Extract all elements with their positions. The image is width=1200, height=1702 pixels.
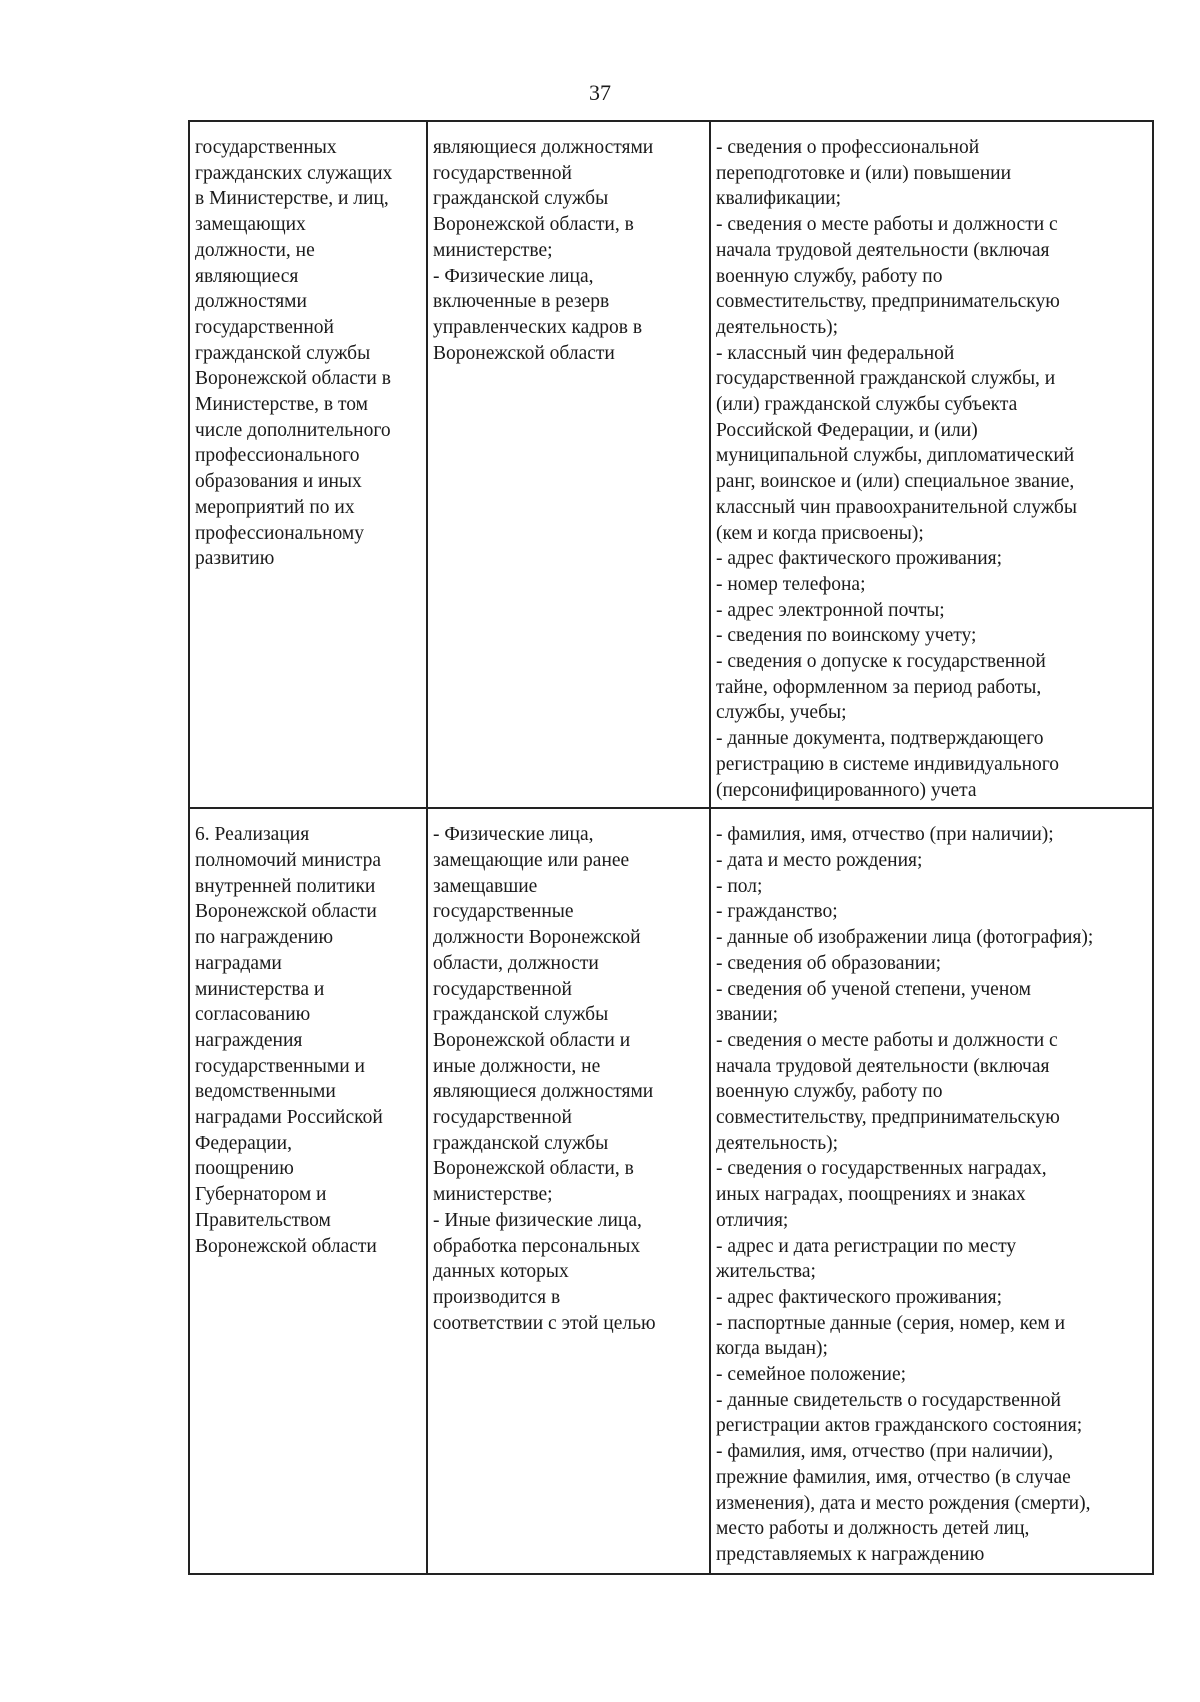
cell-text-line: (кем и когда присвоены); <box>716 522 924 544</box>
cell-text-line: иные должности, не <box>433 1055 601 1077</box>
cell-text-line: соответствии с этой целью <box>433 1312 656 1334</box>
cell-text-line: государственной гражданской службы, и <box>716 368 1056 390</box>
cell-text-line: согласованию <box>195 1004 311 1026</box>
cell-text-line: замещающие или ранее <box>433 849 630 871</box>
cell-text-line: Правительством <box>195 1209 331 1231</box>
cell-text-line: - классный чин федеральной <box>716 342 955 364</box>
cell-text-line: совместительству, предпринимательскую <box>716 291 1060 313</box>
cell-text-line: государственной <box>433 162 572 184</box>
cell-text-line: регистрации актов гражданского состояния; <box>716 1415 1083 1437</box>
cell-text-line: государственной <box>433 978 572 1000</box>
cell-text-line: данных которых <box>433 1261 569 1283</box>
data-list-cell <box>710 808 1153 1574</box>
cell-text-line: - Физические лица, <box>433 265 594 287</box>
cell-text-line: гражданской службы <box>195 342 371 364</box>
cell-text-line: министерстве; <box>433 239 553 261</box>
cell-text-line: - сведения по воинскому учету; <box>716 625 977 647</box>
page-number: 37 <box>589 80 611 105</box>
cell-text-line: классный чин правоохранительной службы <box>716 496 1077 518</box>
cell-text-line: государственной <box>433 1107 572 1129</box>
cell-text-line: Воронежской области <box>433 342 615 364</box>
purpose-cell <box>189 808 427 1574</box>
cell-text-line: (персонифицированного) учета <box>716 779 977 801</box>
cell-text-line: профессионального <box>195 445 360 467</box>
cell-text-line: по награждению <box>195 927 334 949</box>
cell-text-line: Федерации, <box>195 1132 292 1154</box>
cell-text-line: - сведения о месте работы и должности с <box>716 214 1058 236</box>
cell-text-line: - данные документа, подтверждающего <box>716 728 1044 750</box>
cell-text-line: являющиеся должностями <box>433 1081 654 1103</box>
cell-text-line: прежние фамилия, имя, отчество (в случае <box>716 1466 1071 1488</box>
cell-text-line: - сведения о допуске к государственной <box>716 651 1046 673</box>
cell-text-line: когда выдан); <box>716 1338 828 1360</box>
cell-text-line: Воронежской области, в <box>433 1158 634 1180</box>
cell-text-line: числе дополнительного <box>195 419 391 441</box>
cell-text-line: - Иные физические лица, <box>433 1209 642 1231</box>
cell-text-line: - пол; <box>716 875 763 897</box>
cell-text-line: развитию <box>195 548 275 570</box>
cell-text-line: деятельность); <box>716 316 838 338</box>
cell-text-line: Воронежской области и <box>433 1029 631 1051</box>
cell-text-line: Губернатором и <box>195 1184 327 1206</box>
cell-text-line: мероприятий по их <box>195 496 355 518</box>
cell-text-line: начала трудовой деятельности (включая <box>716 239 1050 261</box>
cell-text-line: Министерстве, в том <box>195 394 368 416</box>
data-table <box>188 120 1154 1575</box>
cell-text-line: наградами Российской <box>195 1107 383 1129</box>
cell-text-line: государственными и <box>195 1055 365 1077</box>
cell-text-line: жительства; <box>716 1261 816 1283</box>
cell-text-line: - адрес и дата регистрации по месту <box>716 1235 1017 1257</box>
cell-text-line: - адрес фактического проживания; <box>716 1286 1003 1308</box>
cell-text-line: Воронежской области <box>195 901 377 923</box>
cell-text-line: гражданской службы <box>433 1004 609 1026</box>
cell-text-line: - сведения о профессиональной <box>716 137 980 158</box>
cell-text-line: наградами <box>195 952 282 974</box>
cell-text-line: - данные свидетельств о государственной <box>716 1389 1061 1411</box>
cell-text-line: Российской Федерации, и (или) <box>716 419 978 441</box>
cell-text-line: - номер телефона; <box>716 573 866 595</box>
data-list-cell <box>710 121 1153 808</box>
table-row <box>189 808 1153 1574</box>
cell-text-line: гражданской службы <box>433 188 609 210</box>
cell-text-line: - сведения о государственных наградах, <box>716 1158 1047 1180</box>
cell-text-line: производится в <box>433 1286 561 1308</box>
cell-text-line: регистрацию в системе индивидуального <box>716 753 1060 775</box>
cell-text-line: включенные в резерв <box>433 291 610 313</box>
cell-text-line: государственных <box>195 137 337 158</box>
cell-text-line: ранг, воинское и (или) специальное звание, <box>716 471 1075 493</box>
cell-text-line: - паспортные данные (серия, номер, кем и <box>716 1312 1066 1334</box>
cell-text-line: начала трудовой деятельности (включая <box>716 1055 1050 1077</box>
cell-text-line: замещающих <box>195 214 306 236</box>
cell-text-line: полномочий министра <box>195 849 382 871</box>
cell-text-line: гражданской службы <box>433 1132 609 1154</box>
cell-text-line: Воронежской области в <box>195 368 391 390</box>
cell-text-line: муниципальной службы, дипломатический <box>716 445 1075 467</box>
cell-text-line: - адрес электронной почты; <box>716 599 945 621</box>
cell-text-line: 6. Реализация <box>195 824 310 846</box>
cell-text-line: внутренней политики <box>195 875 376 897</box>
cell-text-line: иных наградах, поощрениях и знаках <box>716 1184 1026 1206</box>
cell-text-line: - дата и место рождения; <box>716 849 923 871</box>
table-row <box>189 121 1153 808</box>
cell-text-line: ведомственными <box>195 1081 336 1103</box>
cell-text-line: области, должности <box>433 952 599 974</box>
cell-text-line: образования и иных <box>195 471 362 493</box>
cell-text-line: должности, не <box>195 239 315 261</box>
cell-text-line: управленческих кадров в <box>433 316 643 338</box>
cell-text-line: должностями <box>195 291 307 313</box>
cell-text-line: квалификации; <box>716 188 842 210</box>
cell-text-line: - фамилия, имя, отчество (при наличии), <box>716 1441 1054 1463</box>
cell-text-line: звании; <box>716 1004 779 1026</box>
cell-text-line: - сведения об ученой степени, ученом <box>716 978 1031 1000</box>
subjects-cell <box>427 808 710 1574</box>
cell-text-line: - фамилия, имя, отчество (при наличии); <box>716 824 1054 846</box>
cell-text-line: переподготовке и (или) повышении <box>716 162 1012 184</box>
subjects-cell <box>427 121 710 808</box>
cell-text-line: службы, учебы; <box>716 702 847 724</box>
cell-text-line: тайне, оформленном за период работы, <box>716 676 1042 698</box>
cell-text-line: отличия; <box>716 1209 789 1231</box>
cell-text-line: - данные об изображении лица (фотография); <box>716 927 1094 949</box>
cell-text-line: замещавшие <box>433 875 538 897</box>
purpose-cell <box>189 121 427 808</box>
cell-text-line: - сведения об образовании; <box>716 952 942 974</box>
cell-text-line: в Министерстве, и лиц, <box>195 188 389 210</box>
cell-text-line: - семейное положение; <box>716 1364 907 1386</box>
cell-text-line: место работы и должность детей лиц, <box>716 1518 1030 1540</box>
cell-text-line: - адрес фактического проживания; <box>716 548 1003 570</box>
cell-text-line: министерства и <box>195 978 325 1000</box>
cell-text-line: должности Воронежской <box>433 927 641 949</box>
cell-text-line: - сведения о месте работы и должности с <box>716 1029 1058 1051</box>
cell-text-line: военную службу, работу по <box>716 265 943 287</box>
cell-text-line: поощрению <box>195 1158 294 1180</box>
cell-text-line: представляемых к награждению <box>716 1543 985 1565</box>
cell-text-line: государственные <box>433 901 574 923</box>
cell-text-line: - гражданство; <box>716 901 838 923</box>
cell-text-line: профессиональному <box>195 522 364 544</box>
cell-text-line: гражданских служащих <box>195 162 393 184</box>
cell-text-line: награждения <box>195 1029 303 1051</box>
cell-text-line: деятельность); <box>716 1132 838 1154</box>
cell-text-line: обработка персональных <box>433 1235 641 1257</box>
cell-text-line: являющиеся должностями <box>433 137 654 158</box>
cell-text-line: изменения), дата и место рождения (смерти), <box>716 1492 1091 1514</box>
cell-text-line: военную службу, работу по <box>716 1081 943 1103</box>
cell-text-line: государственной <box>195 316 334 338</box>
cell-text-line: Воронежской области <box>195 1235 377 1257</box>
cell-text-line: министерстве; <box>433 1184 553 1206</box>
cell-text-line: совместительству, предпринимательскую <box>716 1107 1060 1129</box>
cell-text-line: (или) гражданской службы субъекта <box>716 394 1018 416</box>
cell-text-line: Воронежской области, в <box>433 214 634 236</box>
cell-text-line: являющиеся <box>195 265 299 287</box>
cell-text-line: - Физические лица, <box>433 824 594 846</box>
